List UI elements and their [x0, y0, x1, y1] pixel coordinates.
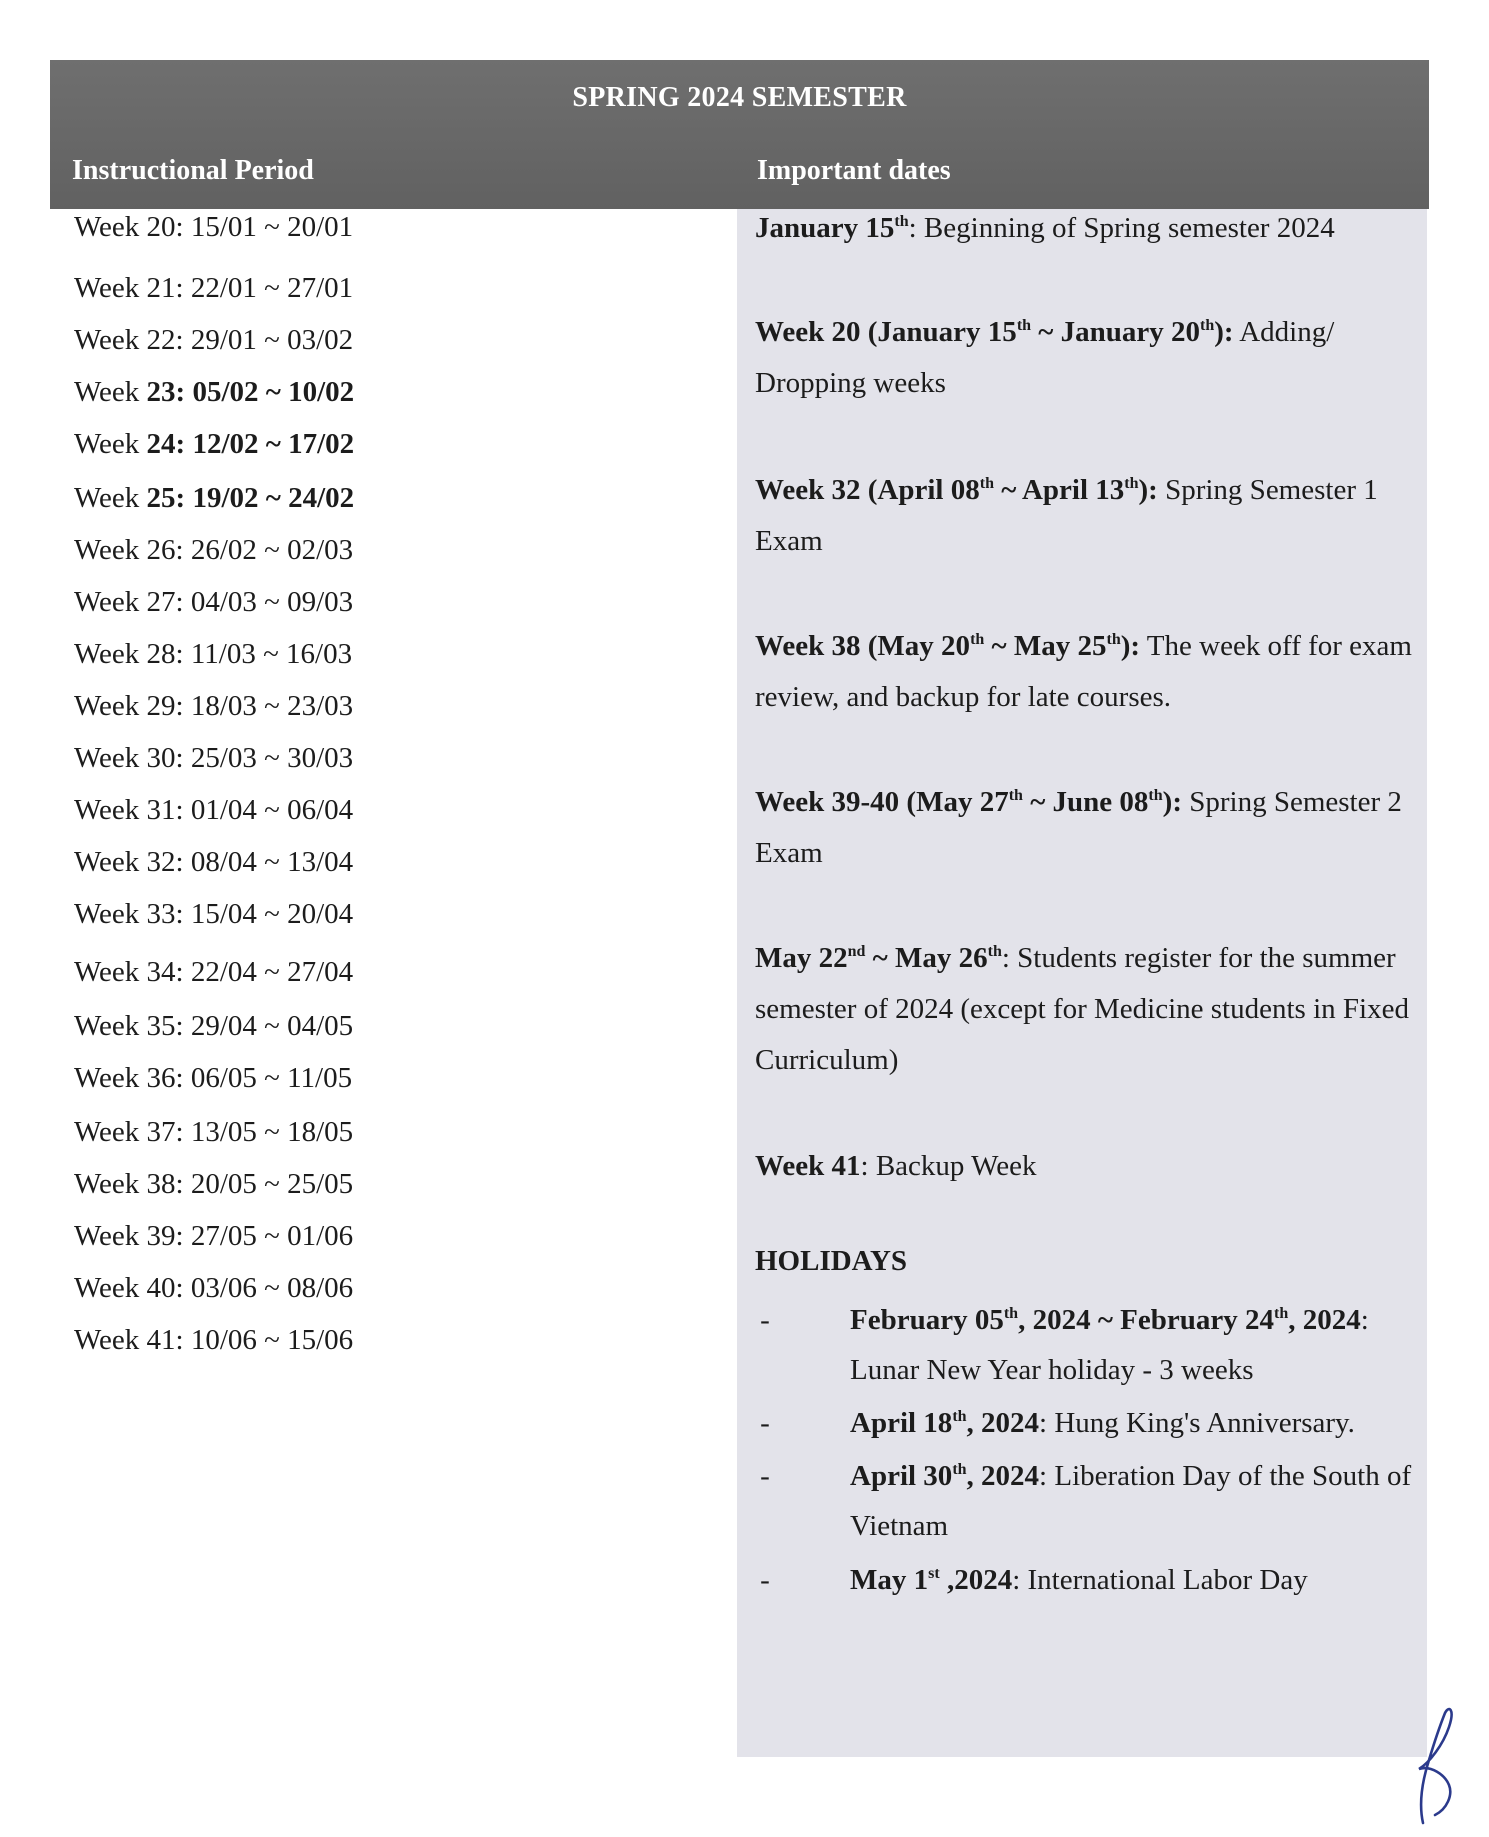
week-item: Week 34: 22/04 ~ 27/04	[74, 956, 354, 988]
week-item: Week 33: 15/04 ~ 20/04	[74, 898, 354, 930]
important-date-entry: May 22nd ~ May 26th: Students register for the summer semester of 2024 (except for Medicine students in Fixed Curriculum)	[755, 942, 1409, 1076]
bullet-dash: -	[760, 1564, 770, 1596]
semester-header	[50, 60, 1429, 209]
week-item: Week 24: 12/02 ~ 17/02	[74, 428, 355, 460]
holiday-item: - May 1st ,2024: International Labor Day	[850, 1555, 1430, 1605]
bullet-dash: -	[760, 1304, 770, 1336]
week-item: Week 30: 25/03 ~ 30/03	[74, 742, 354, 774]
week-item: Week 28: 11/03 ~ 16/03	[74, 638, 353, 670]
important-date-entry: Week 32 (April 08th ~ April 13th): Spring Semester 1 Exam	[755, 474, 1378, 557]
week-item: Week 36: 06/05 ~ 11/05	[74, 1062, 353, 1094]
week-item: Week 35: 29/04 ~ 04/05	[74, 1010, 354, 1042]
holiday-item: - April 18th, 2024: Hung King's Anniversary.	[850, 1398, 1430, 1448]
week-item: Week 22: 29/01 ~ 03/02	[74, 324, 354, 356]
bullet-dash: -	[760, 1460, 770, 1492]
important-date-entry: Week 38 (May 20th ~ May 25th): The week off for exam review, and backup for late courses.	[755, 630, 1412, 713]
semester-title: SPRING 2024 SEMESTER	[572, 82, 907, 113]
week-item: Week 29: 18/03 ~ 23/03	[74, 690, 354, 722]
week-item: Week 27: 04/03 ~ 09/03	[74, 586, 354, 618]
week-item: Week 32: 08/04 ~ 13/04	[74, 846, 354, 878]
holiday-item: - February 05th, 2024 ~ February 24th, 2024: Lunar New Year holiday - 3 weeks	[850, 1295, 1430, 1395]
week-item: Week 20: 15/01 ~ 20/01	[74, 211, 354, 243]
holiday-item: - April 30th, 2024: Liberation Day of the South of Vietnam	[850, 1451, 1430, 1551]
handwritten-signature	[1405, 1705, 1465, 1825]
important-date-entry: Week 41: Backup Week	[755, 1150, 1037, 1182]
holidays-heading: HOLIDAYS	[755, 1245, 908, 1277]
week-item: Week 23: 05/02 ~ 10/02	[74, 376, 355, 408]
important-date-entry: January 15th: Beginning of Spring semester 2024	[755, 212, 1335, 244]
week-item: Week 41: 10/06 ~ 15/06	[74, 1324, 354, 1356]
column-header-important-dates: Important dates	[757, 155, 951, 186]
week-item: Week 37: 13/05 ~ 18/05	[74, 1116, 354, 1148]
important-date-entry: Week 20 (January 15th ~ January 20th): Adding/ Dropping weeks	[755, 316, 1335, 399]
important-date-entry: Week 39-40 (May 27th ~ June 08th): Spring Semester 2 Exam	[755, 786, 1402, 869]
week-item: Week 26: 26/02 ~ 02/03	[74, 534, 354, 566]
column-header-instructional-period: Instructional Period	[72, 155, 314, 186]
week-item: Week 21: 22/01 ~ 27/01	[74, 272, 354, 304]
week-item: Week 39: 27/05 ~ 01/06	[74, 1220, 354, 1252]
week-item: Week 38: 20/05 ~ 25/05	[74, 1168, 354, 1200]
week-item: Week 25: 19/02 ~ 24/02	[74, 482, 355, 514]
week-item: Week 40: 03/06 ~ 08/06	[74, 1272, 354, 1304]
bullet-dash: -	[760, 1407, 770, 1439]
week-item: Week 31: 01/04 ~ 06/04	[74, 794, 354, 826]
